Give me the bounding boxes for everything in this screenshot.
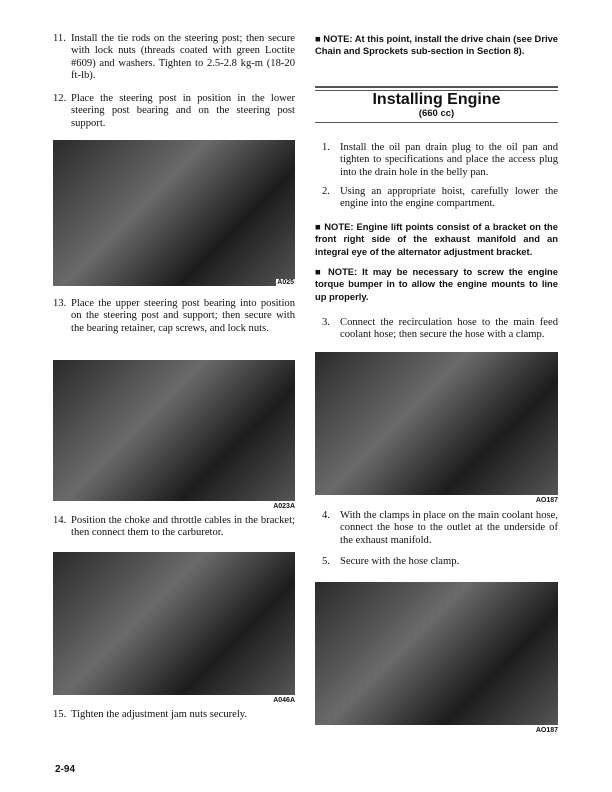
figure-label: AO187 [535,727,558,734]
step-1: 1. Install the oil pan drain plug to the oil pan and tighten to specifications and place the access plug into the drain hole in the belly pan. [322,142,558,178]
step-12: 12. Place the steering post in position in the lower steering post bearing and on the steering post support. [53,93,295,129]
divider [315,122,558,123]
page-number: 2-94 [55,764,76,775]
divider [315,86,558,88]
figure-label: A046A [273,697,295,704]
step-5: 5. Secure with the hose clamp. [322,556,460,567]
step-13: 13. Place the upper steering post bearing into position on the steering post and support; then secure with the bearing retainer, cap screws, and lock nuts. [53,298,295,334]
note-drive-chain: ■ NOTE: At this point, install the drive chain (see Drive Chain and Sprockets sub-section in Section 8). [315,33,558,57]
photo-bearing-retainer [53,360,295,501]
note-lift-points: ■ NOTE: Engine lift points consist of a bracket on the front right side of the exhaust manifold and an integral eye of the alternator adjustment bracket. [315,221,558,257]
section-subheading: (660 cc) [418,108,455,119]
step-14: 14. Position the choke and throttle cables in the bracket; then connect them to the carburetor. [53,515,295,539]
photo-steering-post: A025 [53,140,295,286]
photo-carburetor-cables [53,552,295,695]
figure-label: AO187 [535,497,558,504]
note-torque-bumper: ■ NOTE: It may be necessary to screw the engine torque bumper in to allow the engine mounts to line up properly. [315,266,558,302]
step-15: 15. Tighten the adjustment jam nuts securely. [53,709,248,720]
step-4: 4. With the clamps in place on the main coolant hose, connect the hose to the outlet at the underside of the exhaust manifold. [322,510,558,546]
photo-coolant-hose [315,352,558,495]
step-3: 3. Connect the recirculation hose to the main feed coolant hose; then secure the hose with a clamp. [322,317,558,341]
photo-hose-clamp [315,582,558,725]
figure-label: A023A [273,503,295,510]
section-heading: Installing Engine [372,91,501,108]
step-11: 11. Install the tie rods on the steering post; then secure with lock nuts (threads coated with green Loctite #609) and washers. Tighten to 2.5-2.8 kg-m (18-20 ft-lb). [53,33,295,81]
step-2: 2. Using an appropriate hoist, carefully lower the engine into the engine compartment. [322,186,558,210]
